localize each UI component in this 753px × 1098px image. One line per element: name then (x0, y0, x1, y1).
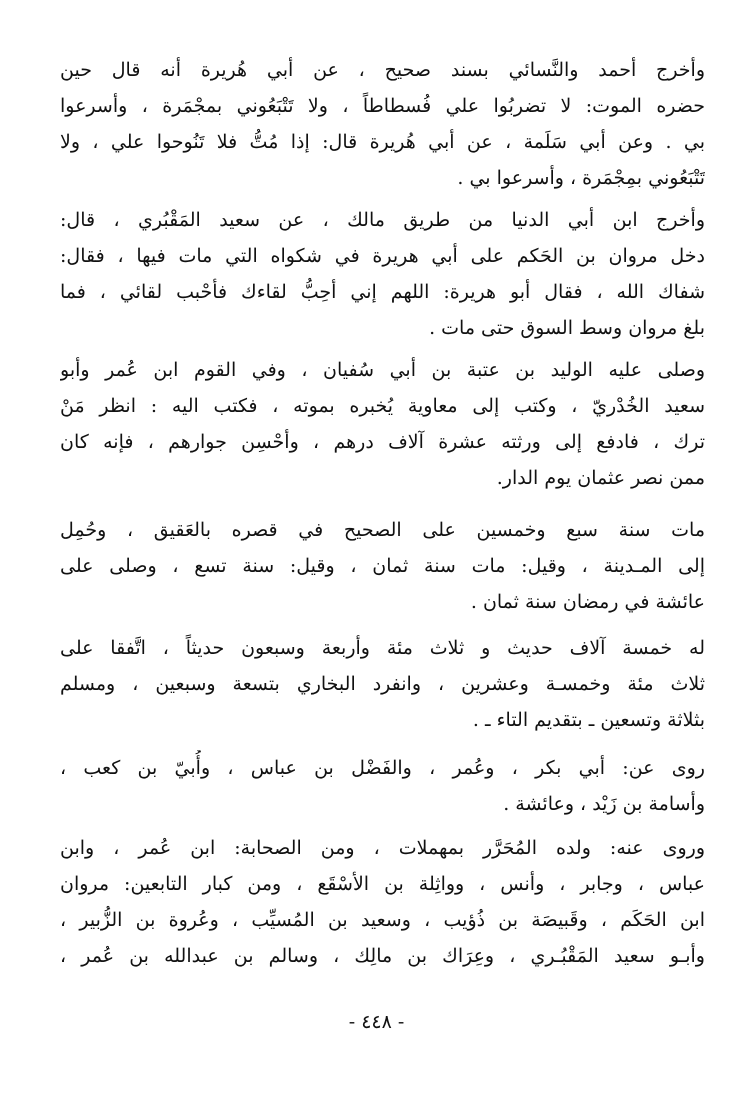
text-line: ثلاث مئة وخمسـة وعشرين ، وانفرد البخاري بتسعة وسبعين ، ومسلم (60, 673, 705, 695)
paragraph-3 (60, 352, 705, 496)
paragraph-6 (60, 750, 705, 822)
text-line: وأخرج ابن أبي الدنيا من طريق مالك ، عن سعيد المَقْبُري ، قال: (60, 209, 705, 231)
text-line: سعيد الخُدْريّ ، وكتب إلى معاوية يُخبره بموته ، فكتب اليه : انظر مَنْ (60, 395, 705, 417)
text-line: ابن الحَكَم ، وقَبيصَة بن ذُؤيب ، وسعيد بن المُسيِّب ، وعُروة بن الزُّبير ، (60, 909, 705, 931)
paragraph-4 (60, 512, 705, 620)
text-line: وروى عنه: ولده المُحَرَّر بمهملات ، ومن الصحابة: ابن عُمر ، وابن (60, 837, 705, 859)
text-line: بي . وعن أبي سَلَمة ، عن أبي هُريرة قال: إذا مُتُّ فلا تَنُوحوا علي ، ولا (60, 131, 705, 153)
text-line: وأسامة بن زَيْد ، وعائشة . (503, 793, 705, 815)
text-line: إلى المـدينة ، وقيل: مات سنة ثمان ، وقيل: سنة تسع ، وصلى على (60, 555, 705, 577)
text-line: عائشة في رمضان سنة ثمان . (470, 591, 705, 613)
text-line: وصلى عليه الوليد بن عتبة بن أبي سُفيان ، وفي القوم ابن عُمر وأبو (60, 359, 705, 381)
text-line: بلغ مروان وسط السوق حتى مات . (429, 317, 705, 339)
text-line: تَتْبَعُوني بمِجْمَرة ، وأسرعوا بي . (457, 167, 705, 189)
text-line: ممن نصر عثمان يوم الدار. (496, 467, 705, 489)
text-line: روى عن: أبي بكر ، وعُمر ، والفَضْل بن عباس ، وأُبيّ بن كعب ، (60, 757, 705, 779)
text-line: حضره الموت: لا تضربُوا علي فُسطاطاً ، ولا تَتْبَعُوني بمجْمَرة ، وأسرعوا (60, 95, 705, 117)
text-line: وأخرج أحمد والنَّسائي بسند صحيح ، عن أبي هُريرة أنه قال حين (60, 59, 705, 81)
text-line: وأبـو سعيد المَقْبُـري ، وعِرَاك بن مالِك ، وسالم بن عبدالله بن عُمر ، (60, 945, 705, 967)
text-line: عباس ، وجابر ، وأنس ، وواثِلة بن الأسْقَع ، ومن كبار التابعين: مروان (60, 873, 705, 895)
text-line: له خمسة آلاف حديث و ثلاث مئة وأربعة وسبعون حديثاً ، اتَّفقا على (60, 637, 705, 659)
text-line: مات سنة سبع وخمسين على الصحيح في قصره بالعَقيق ، وحُمِل (60, 519, 705, 541)
paragraph-1 (60, 52, 705, 196)
paragraph-5 (60, 630, 705, 738)
text-line: شفاك الله ، فقال أبو هريرة: اللهم إني أحِبُّ لقاءك فأحْبب لقائي ، فما (60, 281, 705, 303)
paragraph-2 (60, 202, 705, 346)
text-line: دخل مروان بن الحَكم على أبي هريرة في شكواه التي مات فيها ، فقال: (60, 245, 705, 267)
paragraph-7 (60, 830, 705, 974)
text-line: بثلاثة وتسعين ـ بتقديم التاء ـ . (472, 709, 705, 731)
page-number: - ٤٤٨ - (348, 1011, 405, 1033)
text-line: ترك ، فادفع إلى ورثته عشرة آلاف درهم ، وأحْسِن جوارهم ، فإنه كان (60, 431, 705, 453)
